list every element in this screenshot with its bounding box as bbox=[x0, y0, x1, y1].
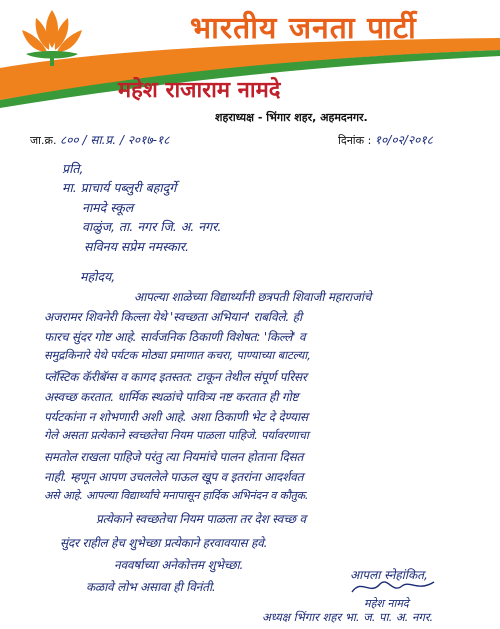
recipient-line: वाळुंज, ता. नगर जि. अ. नगर. bbox=[82, 219, 222, 234]
body-line: कळावे लोभ असावा ही विनंती. bbox=[86, 580, 216, 594]
body-line: समतोल राखला पाहिजे परंतु त्या नियमांचे पालन होताना दिसत bbox=[44, 450, 304, 464]
recipient-line: मा. प्राचार्य पब्लुरी बहादुर्गे bbox=[62, 180, 177, 195]
salutation: महोदय, bbox=[80, 269, 116, 284]
greeting-line: सविनय सप्रेम नमस्कार. bbox=[84, 239, 190, 254]
reference-value: ८०० / सा.प्र. / २०१७-१८ bbox=[59, 133, 170, 147]
body-line: सुंदर राहील हेच शुभेच्छा प्रत्येकाने हरवावयास हवे. bbox=[60, 536, 268, 550]
date-value: १०/०२/२०१८ bbox=[374, 133, 433, 147]
reference-label: जा.क्र. bbox=[30, 134, 57, 147]
date-label: दिनांक : bbox=[338, 134, 372, 147]
closing: आपला स्नेहांकित, bbox=[350, 568, 428, 582]
recipient-line: नामदे स्कूल bbox=[82, 200, 134, 215]
body-line: गेले असता प्रत्येकाने स्वच्छतेचा नियम पाळला पाहिजे. पर्यावरणाचा bbox=[44, 428, 309, 442]
body-line: असे आहे. आपल्या विद्यार्थ्यांचे मनापासून हार्दिक अभिनंदन व कौतुक. bbox=[44, 489, 309, 502]
signature-name: महेश नामदे bbox=[364, 597, 409, 610]
body-line: अस्वच्छ करतात. धार्मिक स्थळांचे पावित्र्य नष्ट करतात ही गोष्ट bbox=[44, 390, 299, 404]
letterhead-person-name: महेश राजाराम नामदे bbox=[118, 77, 281, 103]
body-line: अजरामर शिवनेरी किल्ला येथे 'स्वच्छता अभियान' राबविले. ही bbox=[44, 310, 302, 324]
body-line: समुद्रकिनारे येथे पर्यटक मोठ्या प्रमाणात कचरा, पाण्याच्या बाटल्या, bbox=[44, 348, 311, 362]
body-line: नववर्षाच्या अनेकोत्तम शुभेच्छा. bbox=[114, 558, 244, 572]
party-name: भारतीय जनता पार्टी bbox=[190, 11, 417, 46]
body-line: पर्यटकांना न शोभणारी अशी आहे. अशा ठिकाणी भेट दे देण्यास bbox=[44, 410, 308, 424]
body-line: आपल्या शाळेच्या विद्यार्थ्यांनी छत्रपती शिवाजी महाराजांचे bbox=[134, 290, 372, 304]
recipient-line: प्रति, bbox=[62, 161, 84, 176]
signature-scribble-icon bbox=[348, 576, 438, 598]
body-line: प्रत्येकाने स्वच्छतेचा नियम पाळला तर देश स्वच्छ व bbox=[96, 512, 306, 526]
body-line: नाही. म्हणून आपण उचललेले पाऊल खूप व इतरांना आदर्शवत bbox=[44, 470, 304, 484]
body-line: फारच सुंदर गोष्ट आहे. सार्वजनिक ठिकाणी विशेषत: 'किल्ले' व bbox=[44, 330, 306, 344]
designation: शहराध्यक्ष - भिंगार शहर, अहमदनगर. bbox=[215, 111, 368, 124]
signature-title: अध्यक्ष भिंगार शहर भा. ज. पा. अ. नगर. bbox=[262, 610, 434, 624]
body-line: प्लॅस्टिक कॅरीबॅग्स व कागद इतस्तत: टाकून तेथील संपूर्ण परिसर bbox=[44, 370, 307, 384]
